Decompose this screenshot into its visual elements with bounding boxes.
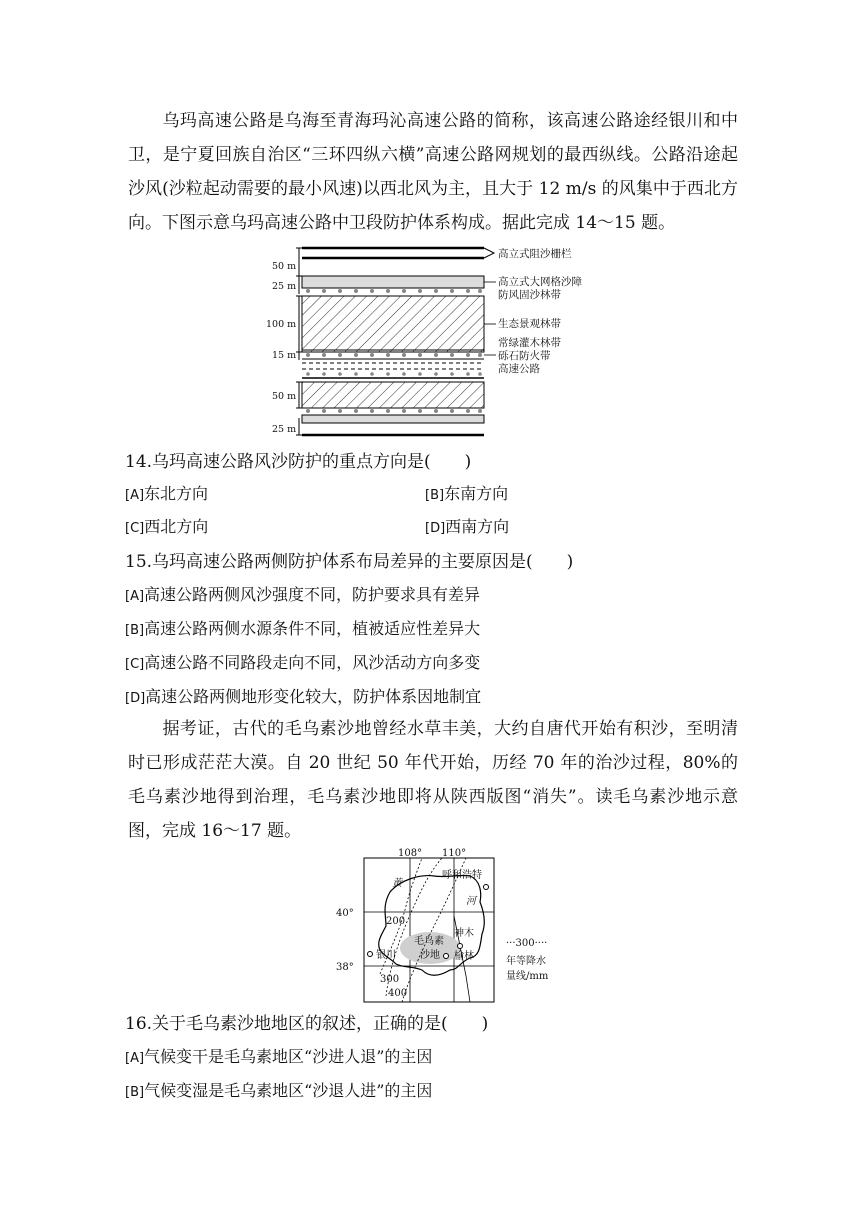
city-marker [458, 944, 463, 949]
shrub-dots [306, 353, 482, 357]
dim-label: 50 m [272, 261, 297, 272]
grid-barrier-band [302, 276, 484, 288]
dim-label: 15 m [272, 350, 297, 361]
q16-option-b[interactable] [125, 1080, 432, 1104]
contour-value: 400 [388, 988, 408, 999]
q16-option-a[interactable] [125, 1046, 432, 1070]
option-text: 高速公路两侧风沙强度不同，防护要求具有差异 [144, 585, 481, 604]
option-label: [C] [125, 657, 145, 672]
latitude-label: 38° [336, 962, 354, 973]
sandy-land-label: 沙地 [420, 950, 440, 961]
q15-option-b[interactable] [125, 618, 480, 642]
latitude-label: 40° [336, 908, 354, 919]
passage-2 [128, 712, 738, 848]
mu-us-map [330, 846, 560, 1006]
legend-text: 量线/mm [506, 971, 549, 982]
band-label: 高立式阻沙栅栏 [498, 248, 572, 260]
band-label: 生态景观林带 [498, 318, 561, 330]
grid-barrier-band-lower [302, 415, 484, 423]
city-label: 呼和浩特 [442, 870, 482, 881]
option-text: 东南方向 [444, 484, 509, 503]
option-text: 高速公路两侧水源条件不同，植被适应性差异大 [144, 619, 481, 638]
river-label: 河 [466, 896, 476, 907]
q14-option-d[interactable] [425, 516, 509, 540]
windbreak-dots-top [306, 289, 482, 293]
option-text: 气候变湿是毛乌素地区“沙退人进”的主因 [144, 1081, 433, 1100]
option-label: [A] [125, 589, 145, 604]
dim-label: 25 m [272, 281, 297, 292]
passage-2-text: 据考证，古代的毛乌素沙地曾经水草丰美，大约自唐代开始有积沙，至明清时已形成茫茫大漠。自 20 世纪 50 年代开始，历经 70 年的治沙过程，80%的毛乌素沙地得到治理，毛乌素沙地即将从陕西版图“消失”。读毛乌素沙地示意图，完成 16～17 题。 [128, 719, 738, 841]
legend-symbol: ···300···· [506, 938, 548, 949]
dim-label: 50 m [272, 391, 297, 402]
option-label: [D] [425, 521, 446, 536]
option-label: [C] [125, 521, 145, 536]
label-pointer [484, 248, 494, 258]
question-14-stem: 14.乌玛高速公路风沙防护的重点方向是( ) [125, 452, 472, 472]
city-label: 神木 [454, 928, 474, 939]
q15-option-d[interactable] [125, 686, 481, 710]
band-label: 高速公路 [498, 363, 540, 375]
option-label: [A] [125, 1051, 145, 1066]
river-label: 黄 [392, 878, 402, 889]
city-marker [484, 885, 489, 890]
passage-1 [128, 104, 738, 240]
option-text: 高速公路两侧地形变化较大，防护体系因地制宜 [145, 687, 482, 706]
q14-option-a[interactable] [125, 483, 208, 507]
question-15-stem: 15.乌玛高速公路两侧防护体系布局差异的主要原因是( ) [125, 552, 574, 572]
contour-value: 300 [380, 974, 400, 985]
gravel-dots [306, 372, 482, 376]
sandy-land-label: 毛乌素 [414, 936, 444, 947]
question-16-stem: 16.关于毛乌素沙地地区的叙述，正确的是( ) [125, 1014, 489, 1034]
option-text: 西南方向 [445, 517, 510, 536]
band-label: 高立式大网格沙障 [498, 276, 582, 288]
q15-option-c[interactable] [125, 652, 480, 676]
option-label: [D] [125, 691, 146, 706]
option-label: [A] [125, 488, 145, 503]
dim-label: 25 m [272, 424, 297, 435]
passage-1-text: 乌玛高速公路是乌海至青海玛沁高速公路的简称，该高速公路途经银川和中卫，是宁夏回族自治区“三环四纵六横”高速公路网规划的最西纵线。公路沿途起沙风(沙粒起动需要的最小风速)以西北风为主，且大于 12 m/s 的风集中于西北方向。下图示意乌玛高速公路中卫段防护体系构成。据此完成 14～15 题。 [128, 111, 738, 233]
city-marker [444, 954, 449, 959]
q15-option-a[interactable] [125, 584, 480, 608]
legend-text: 年等降水 [506, 956, 546, 967]
city-marker [368, 952, 373, 957]
option-label: [B] [125, 623, 145, 638]
q14-option-c[interactable] [125, 516, 208, 540]
option-label: [B] [425, 488, 445, 503]
highway-protection-diagram [262, 242, 602, 442]
city-label: 银川 [376, 950, 396, 961]
forest-band-lower [302, 382, 484, 408]
option-text: 西北方向 [144, 517, 209, 536]
dim-label: 100 m [266, 319, 297, 330]
contour-value: 200 [386, 916, 406, 927]
city-label: 榆林 [454, 951, 474, 962]
longitude-label: 110° [442, 848, 467, 859]
landscape-forest-band [302, 296, 484, 352]
option-text: 东北方向 [144, 484, 209, 503]
band-label: 防风固沙林带 [498, 289, 561, 301]
option-text: 高速公路不同路段走向不同，风沙活动方向多变 [144, 653, 481, 672]
band-label: 砾石防火带 [498, 350, 551, 362]
option-text: 气候变干是毛乌素地区“沙进人退”的主因 [144, 1047, 433, 1066]
option-label: [B] [125, 1085, 145, 1100]
longitude-label: 108° [398, 848, 423, 859]
windbreak-dots-bottom [306, 409, 482, 413]
band-label: 常绿灌木林带 [498, 337, 561, 349]
q14-option-b[interactable] [425, 483, 508, 507]
